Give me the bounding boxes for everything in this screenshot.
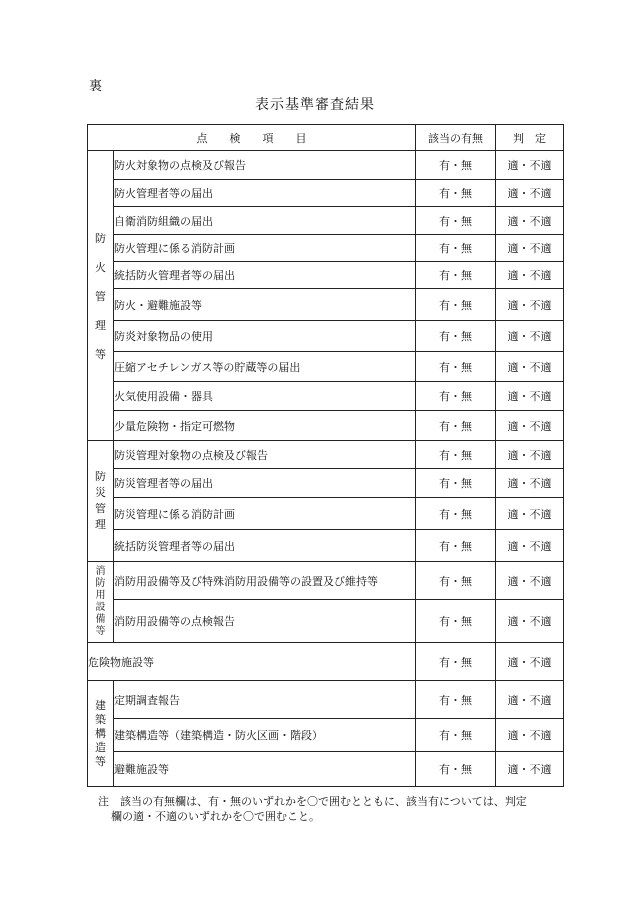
judgment-choice[interactable]: 適・不適: [496, 411, 564, 441]
applicable-choice[interactable]: 有・無: [416, 411, 496, 441]
table-header-row: [88, 125, 564, 151]
item-label: 避難施設等: [114, 752, 416, 787]
judgment-choice[interactable]: 適・不適: [496, 681, 564, 719]
applicable-choice[interactable]: 有・無: [416, 235, 496, 262]
table-row: [88, 441, 564, 469]
table-row: [88, 562, 564, 600]
table-row: [88, 289, 564, 321]
item-label: 火気使用設備・器具: [114, 382, 416, 411]
item-label: 少量危険物・指定可燃物: [114, 411, 416, 441]
item-label: 定期調査報告: [114, 681, 416, 719]
category-disaster-prevention: 防 災 管 理: [88, 441, 114, 562]
item-label: 防災管理者等の届出: [114, 469, 416, 498]
applicable-choice[interactable]: 有・無: [416, 180, 496, 207]
table-row: [88, 752, 564, 787]
judgment-choice[interactable]: 適・不適: [496, 752, 564, 787]
judgment-choice[interactable]: 適・不適: [496, 321, 564, 352]
table-row: [88, 382, 564, 411]
table-row: [88, 151, 564, 180]
applicable-choice[interactable]: 有・無: [416, 600, 496, 643]
back-side-label: 裏: [89, 79, 103, 94]
item-label: 防災管理に係る消防計画: [114, 498, 416, 530]
item-label: 圧縮アセチレンガス等の貯蔵等の届出: [114, 352, 416, 382]
item-label: 防火管理に係る消防計画: [114, 235, 416, 262]
item-label: 統括防火管理者等の届出: [114, 262, 416, 289]
judgment-choice[interactable]: 適・不適: [496, 469, 564, 498]
item-label: 防炎対象物品の使用: [114, 321, 416, 352]
applicable-choice[interactable]: 有・無: [416, 262, 496, 289]
table-row: [88, 411, 564, 441]
item-label: 統括防災管理者等の届出: [114, 530, 416, 562]
applicable-choice[interactable]: 有・無: [416, 498, 496, 530]
applicable-choice[interactable]: 有・無: [416, 719, 496, 752]
header-applicable: 該当の有無: [416, 125, 496, 151]
table-row: [88, 530, 564, 562]
footnote: [98, 794, 578, 824]
table-row: [88, 643, 564, 681]
judgment-choice[interactable]: 適・不適: [496, 600, 564, 643]
judgment-choice[interactable]: 適・不適: [496, 151, 564, 180]
applicable-choice[interactable]: 有・無: [416, 530, 496, 562]
applicable-choice[interactable]: 有・無: [416, 382, 496, 411]
item-label: 建築構造等（建築構造・防火区画・階段）: [114, 719, 416, 752]
applicable-choice[interactable]: 有・無: [416, 681, 496, 719]
table-row: [88, 469, 564, 498]
item-hazardous-facilities: 危険物施設等: [88, 643, 416, 681]
table-row: [88, 681, 564, 719]
applicable-choice[interactable]: 有・無: [416, 321, 496, 352]
header-judgment: 判 定: [496, 125, 564, 151]
item-label: 防火管理者等の届出: [114, 180, 416, 207]
judgment-choice[interactable]: 適・不適: [496, 382, 564, 411]
category-fire-equipment: 消 防 用 設 備 等: [88, 562, 114, 643]
category-building-structure: 建 築 構 造 等: [88, 681, 114, 787]
applicable-choice[interactable]: 有・無: [416, 441, 496, 469]
judgment-choice[interactable]: 適・不適: [496, 235, 564, 262]
item-label: 防火・避難施設等: [114, 289, 416, 321]
table-row: [88, 180, 564, 207]
table-row: [88, 321, 564, 352]
item-label: 消防用設備等の点検報告: [114, 600, 416, 643]
applicable-choice[interactable]: 有・無: [416, 562, 496, 600]
category-fire-prevention: 防 火 管 理 等: [88, 151, 114, 441]
table-row: [88, 235, 564, 262]
item-label: 防火対象物の点検及び報告: [114, 151, 416, 180]
applicable-choice[interactable]: 有・無: [416, 643, 496, 681]
judgment-choice[interactable]: 適・不適: [496, 352, 564, 382]
applicable-choice[interactable]: 有・無: [416, 151, 496, 180]
table-row: [88, 352, 564, 382]
table-row: [88, 262, 564, 289]
item-label: 自衛消防組織の届出: [114, 207, 416, 235]
header-inspection-item: 点検項目: [88, 125, 416, 151]
table-row: [88, 719, 564, 752]
judgment-choice[interactable]: 適・不適: [496, 643, 564, 681]
judgment-choice[interactable]: 適・不適: [496, 530, 564, 562]
applicable-choice[interactable]: 有・無: [416, 469, 496, 498]
judgment-choice[interactable]: 適・不適: [496, 719, 564, 752]
judgment-choice[interactable]: 適・不適: [496, 441, 564, 469]
applicable-choice[interactable]: 有・無: [416, 207, 496, 235]
judgment-choice[interactable]: 適・不適: [496, 562, 564, 600]
applicable-choice[interactable]: 有・無: [416, 289, 496, 321]
applicable-choice[interactable]: 有・無: [416, 352, 496, 382]
table-row: [88, 207, 564, 235]
judgment-choice[interactable]: 適・不適: [496, 207, 564, 235]
judgment-choice[interactable]: 適・不適: [496, 180, 564, 207]
applicable-choice[interactable]: 有・無: [416, 752, 496, 787]
inspection-result-table: [87, 124, 564, 787]
table-row: [88, 498, 564, 530]
table-row: [88, 600, 564, 643]
footnote-line-1: 注 該当の有無欄は、有・無のいずれかを〇で囲むとともに、該当有については、判定: [98, 795, 527, 808]
footnote-line-2: 欄の適・不適のいずれかを〇で囲むこと。: [111, 810, 320, 823]
judgment-choice[interactable]: 適・不適: [496, 262, 564, 289]
judgment-choice[interactable]: 適・不適: [496, 289, 564, 321]
page-title: 表示基準審査結果: [255, 97, 375, 113]
item-label: 防災管理対象物の点検及び報告: [114, 441, 416, 469]
item-label: 消防用設備等及び特殊消防用設備等の設置及び維持等: [114, 562, 416, 600]
judgment-choice[interactable]: 適・不適: [496, 498, 564, 530]
